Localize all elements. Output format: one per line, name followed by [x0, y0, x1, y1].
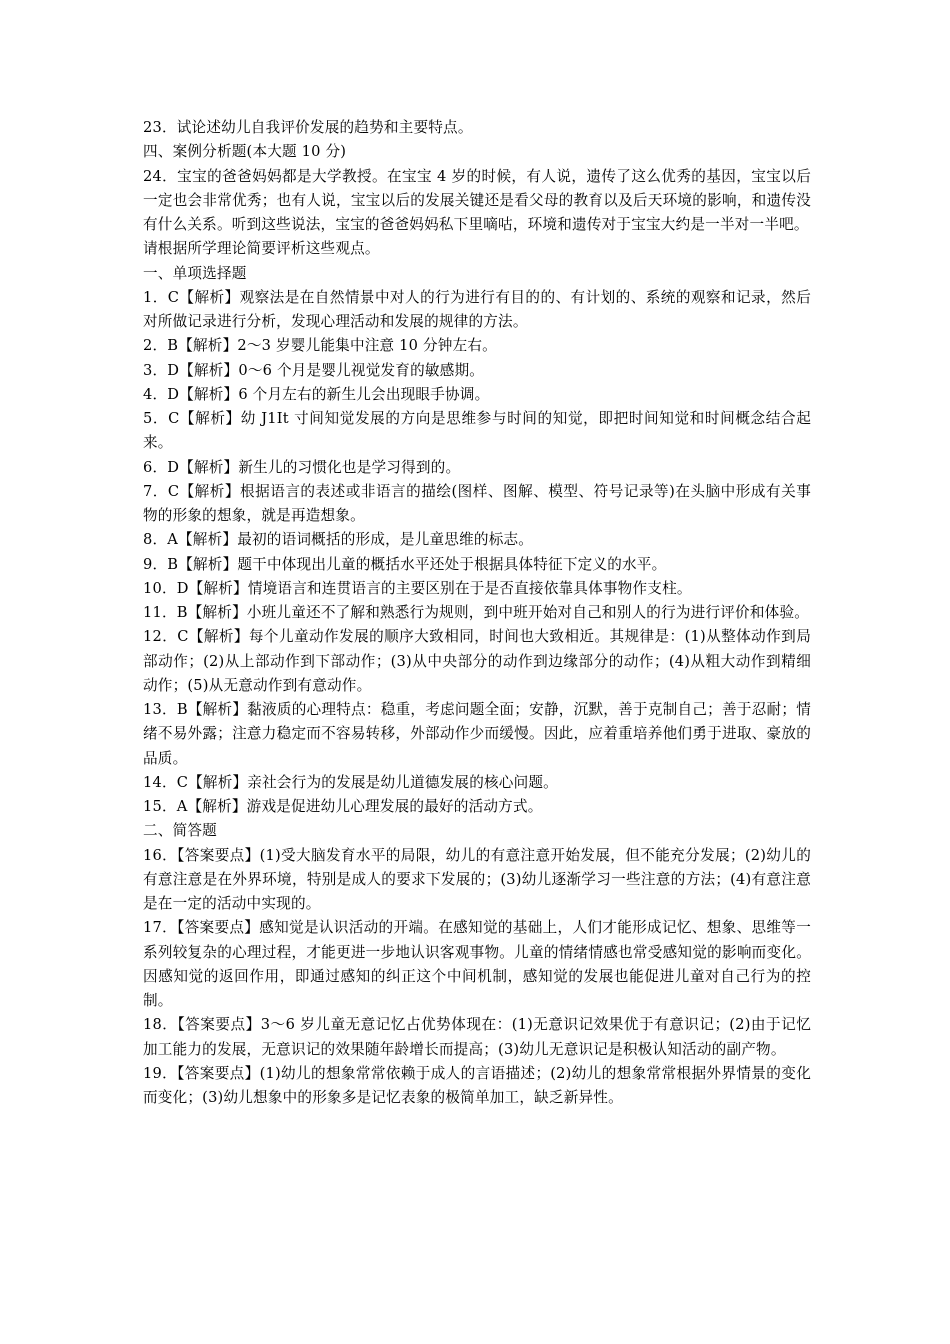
question-24: 24．宝宝的爸爸妈妈都是大学教授。在宝宝 4 岁的时候，有人说，遗传了这么优秀的基因，宝宝以后一定也会非常优秀；也有人说，宝宝以后的发展关键还是看父母的教育以及后天环境的影响，和遗传没有什么关系。听到这些说法，宝宝的爸爸妈妈私下里嘀咕，环境和遗传对于宝宝大约是一半对一半吧。: [143, 167, 811, 233]
answer-19: 19．【答案要点】(1)幼儿的想象常常依赖于成人的言语描述；(2)幼儿的想象常常根据外界情景的变化而变化；(3)幼儿想象中的形象多是记忆表象的极简单加工，缺乏新异性。: [143, 1064, 811, 1106]
answer-5: 5．C【解析】幼 J1It 寸间知觉发展的方向是思维参与时间的知觉，即把时间知觉和时间概念结合起来。: [143, 410, 811, 452]
document-page: [143, 116, 811, 1110]
question-24-instruction: 请根据所学理论简要评析这些观点。: [143, 240, 380, 258]
answer-6: 6．D【解析】新生儿的习惯化也是学习得到的。: [143, 458, 461, 476]
answer-13: 13．B【解析】黏液质的心理特点：稳重，考虑问题全面；安静，沉默，善于克制自己；善于忍耐；情绪不易外露；注意力稳定而不容易转移，外部动作少而缓慢。因此，应着重培养他们勇于进取、豪放的品质。: [143, 701, 811, 767]
answer-7: 7．C【解析】根据语言的表述或非语言的描绘(图样、图解、模型、符号记录等)在头脑中形成有关事物的形象的想象，就是再造想象。: [143, 482, 811, 524]
section-heading-case-analysis: 四、案例分析题(本大题 10 分): [143, 143, 347, 161]
answer-3: 3．D【解析】0～6 个月是婴儿视觉发育的敏感期。: [143, 361, 485, 379]
answer-11: 11．B【解析】小班儿童还不了解和熟悉行为规则，到中班开始对自己和别人的行为进行评价和体验。: [143, 604, 810, 621]
answer-15: 15．A【解析】游戏是促进幼儿心理发展的最好的活动方式。: [143, 798, 543, 815]
answer-8: 8．A【解析】最初的语词概括的形成，是儿童思维的标志。: [143, 531, 534, 549]
answer-9: 9．B【解析】题干中体现出儿童的概括水平还处于根据具体特征下定义的水平。: [143, 555, 667, 573]
section-heading-single-choice: 一、单项选择题: [143, 264, 247, 282]
answer-17: 17．【答案要点】感知觉是认识活动的开端。在感知觉的基础上，人们才能形成记忆、想象、思维等一系列较复杂的心理过程，才能更进一步地认识客观事物。儿童的情绪情感也常受感知觉的影响而变化。因感知觉的返回作用，即通过感知的纠正这个中间机制，感知觉的发展也能促进儿童对自己行为的控制。: [143, 919, 811, 1009]
answer-12: 12．C【解析】每个儿童动作发展的顺序大致相同，时间也大致相近。其规律是：(1)从整体动作到局部动作；(2)从上部动作到下部动作；(3)从中央部分的动作到边缘部分的动作；(4)从粗大动作到精细动作；(5)从无意动作到有意动作。: [143, 628, 811, 694]
answer-10: 10．D【解析】情境语言和连贯语言的主要区别在于是否直接依靠具体事物作支柱。: [143, 579, 692, 597]
question-23: 23．试论述幼儿自我评价发展的趋势和主要特点。: [143, 119, 473, 136]
answer-16: 16．【答案要点】(1)受大脑发育水平的局限，幼儿的有意注意开始发展，但不能充分发展；(2)幼儿的有意注意是在外界环境，特别是成人的要求下发展的；(3)幼儿逐渐学习一些注意的方法；(4)有意注意是在一定的活动中实现的。: [143, 846, 811, 912]
answer-4: 4．D【解析】6 个月左右的新生儿会出现眼手协调。: [143, 385, 490, 403]
section-heading-short-answer: 二、简答题: [143, 822, 217, 840]
answer-14: 14．C【解析】亲社会行为的发展是幼儿道德发展的核心问题。: [143, 773, 558, 791]
answer-2: 2．B【解析】2～3 岁婴儿能集中注意 10 分钟左右。: [143, 337, 497, 355]
answer-1: 1．C【解析】观察法是在自然情景中对人的行为进行有目的的、有计划的、系统的观察和记录，然后对所做记录进行分析，发现心理活动和发展的规律的方法。: [143, 288, 811, 330]
answer-18: 18．【答案要点】3～6 岁儿童无意记忆占优势体现在：(1)无意识记效果优于有意识记；(2)由于记忆加工能力的发展，无意识记的效果随年龄增长而提高；(3)幼儿无意识记是积极认知活动的副产物。: [143, 1016, 811, 1058]
